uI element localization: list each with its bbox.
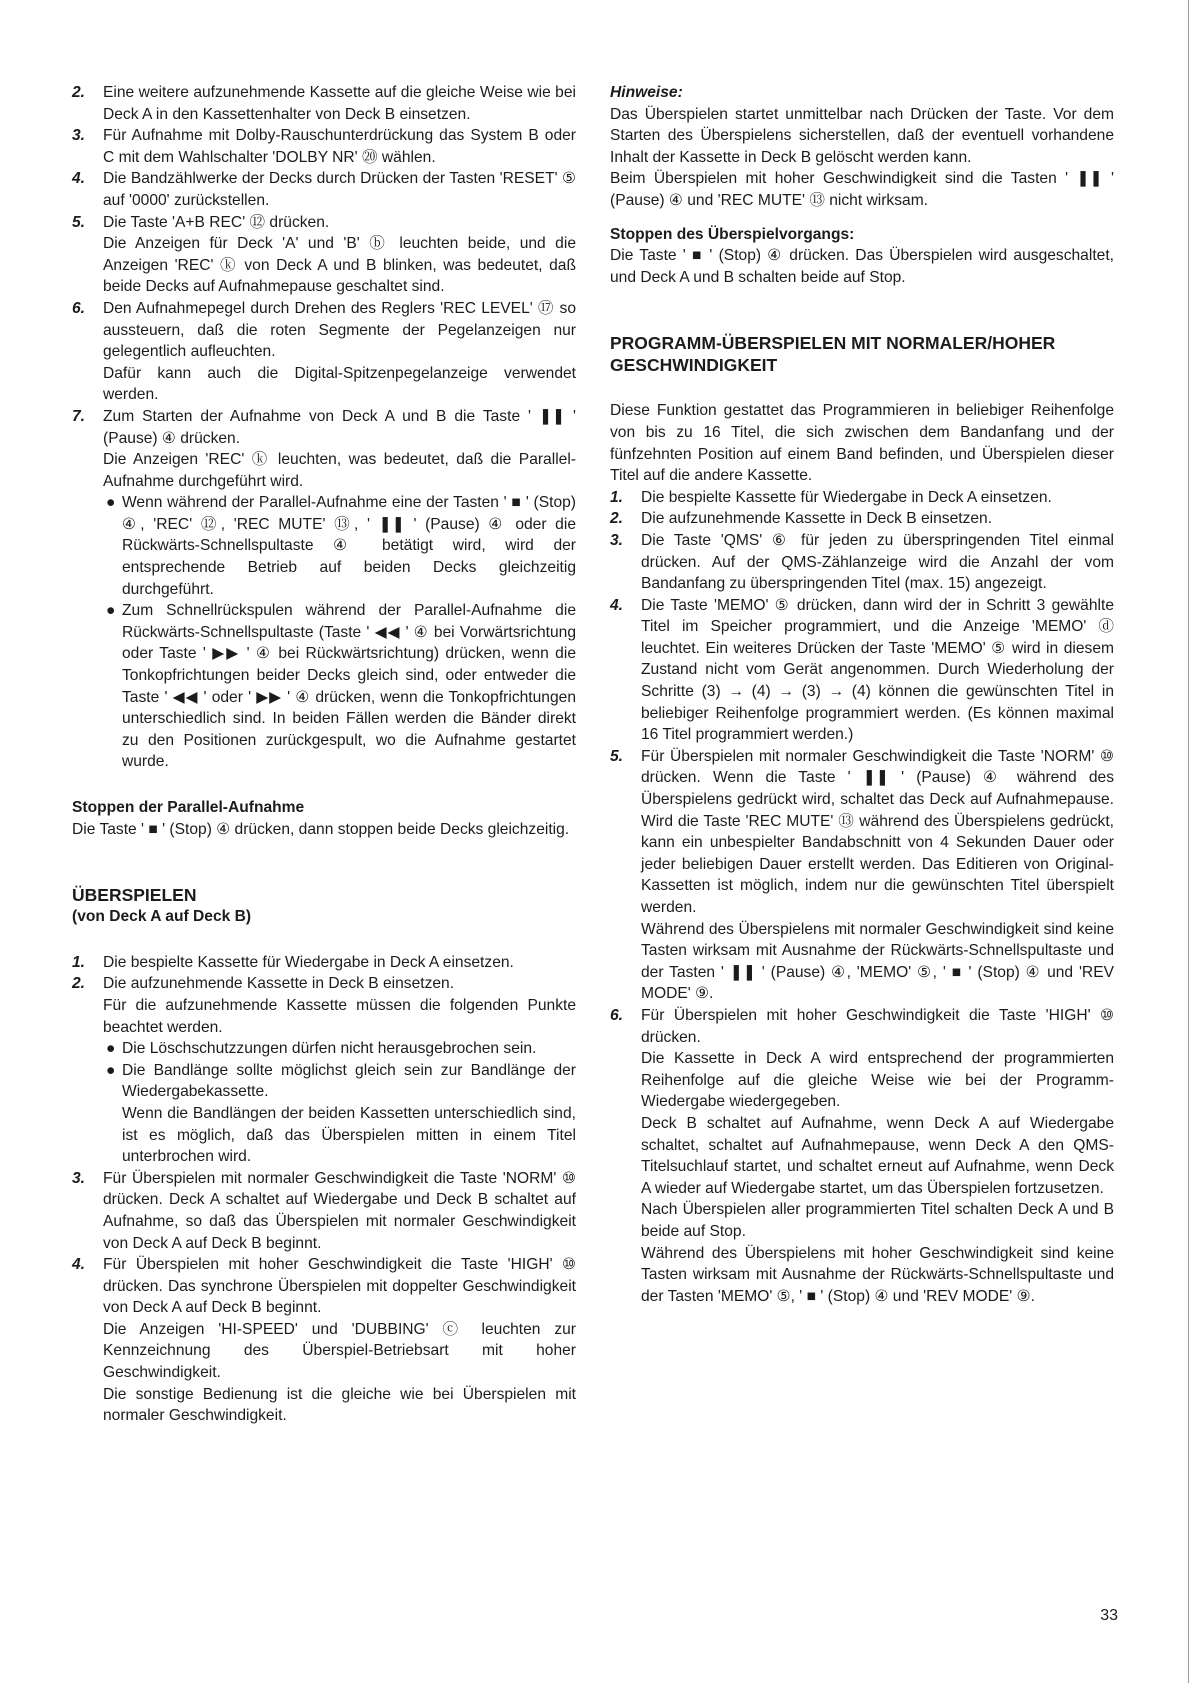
list-item: 6. Den Aufnahmepegel durch Drehen des Reglers 'REC LEVEL' ⑰ so aussteuern, daß die roten Segmente der Pegelanzeigen nur gelegentlich aufleuchten. Dafür kann auch die Digital-Spitzenpegelanzeige verwendet werden. bbox=[72, 299, 576, 404]
list-item: 4. Die Bandzählwerke der Decks durch Drücken der Tasten 'RESET' ⑤ auf '0000' zurückstellen. bbox=[72, 170, 576, 209]
page-number: 33 bbox=[1100, 1607, 1118, 1624]
bullet-list bbox=[103, 1038, 576, 1168]
program-dubbing-steps bbox=[610, 487, 1114, 1308]
program-dubbing-intro: Diese Funktion gestattet das Programmieren in beliebiger Reihenfolge von bis zu 16 Titel, die sich zwischen dem Bandanfang und der fünfzehnten Position auf einem Band befinden, und Überspielen dieser Titel auf die andere Kassette. bbox=[610, 402, 1114, 485]
bullet-item: ● Die Löschschutzzungen dürfen nicht herausgebrochen sein. bbox=[106, 1040, 537, 1058]
list-item: 5. Für Überspielen mit normaler Geschwindigkeit die Taste 'NORM' ⑩ drücken. Wenn die Taste ' ❚❚ ' (Pause) ④ während des Überspielens gedrückt wird, schaltet das Deck auf Aufnahmepause. Wird die Taste 'REC MUTE' ⑬ während des Überspielens gedrückt, kann ein unbespielter Bandabschnitt von 4 Sekunden Dauer oder jeder beliebigen Dauer erstellt werden. Das Editieren von Original-Kassetten ist möglich, indem nur die gewünschten Titel überspielt werden. Während des Überspielens mit normaler Geschwindigkeit sind keine Tasten wirksam mit Ausnahme der Rückwärts-Schnellspultaste und der Tasten ' ❚❚ ' (Pause) ④, 'MEMO' ⑤, ' ■ ' (Stop) ④ und 'REV MODE' ⑨. bbox=[610, 747, 1114, 1003]
program-dubbing-heading: PROGRAMM-ÜBERSPIELEN MIT NORMALER/HOHER GESCHWINDIGKEIT bbox=[610, 333, 1056, 376]
list-item: 3. Für Überspielen mit normaler Geschwindigkeit die Taste 'NORM' ⑩ drücken. Deck A schaltet auf Wiedergabe und Deck B schaltet auf Aufnahme, so daß das Überspielen mit normaler Geschwindigkeit von Deck A auf Deck B beginnt. bbox=[72, 1169, 576, 1252]
notes-text: Beim Überspielen mit hoher Geschwindigkeit sind die Tasten ' ❚❚ ' (Pause) ④ und 'REC MUTE' ⑬ nicht wirksam. bbox=[610, 170, 1114, 209]
left-column bbox=[72, 82, 576, 1427]
list-item: 3. Die Taste 'QMS' ⑥ für jeden zu überspringenden Titel einmal drücken. Auf der QMS-Zählanzeige wird die Anzahl der vom Bandanfang zu überspringenden Titel (max. 15) angezeigt. bbox=[610, 531, 1114, 593]
list-item: 4. Die Taste 'MEMO' ⑤ drücken, dann wird der in Schritt 3 gewählte Titel im Speicher programmiert, und die Anzeige 'MEMO' ⓓ leuchtet. Ein weiteres Drücken der Taste 'MEMO' ⑤ wird in diesem Zustand nicht vom Gerät angenommen. Durch Wiederholung der Schritte (3) → (4) → (3) → (4) können die gewünschten Titel in beliebiger Reihenfolge programmiert werden. (Es können maximal 16 Titel programmiert werden.) bbox=[610, 596, 1114, 744]
list-item: 6. Für Überspielen mit hoher Geschwindigkeit die Taste 'HIGH' ⑩ drücken. Die Kassette in Deck A wird entsprechend der programmierten Reihenfolge auf die gleiche Weise wie bei der Programm-Wiedergabe wiedergegeben. Deck B schaltet auf Aufnahme, wenn Deck A auf Wiedergabe schaltet, schaltet auf Aufnahmepause, wenn Deck A den QMS-Titelsuchlauf startet, und schaltet erneut auf Aufnahme, wenn Deck A wieder auf Wiedergabe startet, um das Überspielen fortzusetzen. Nach Überspielen aller programmierten Titel schalten Deck A und B beide auf Stop. Während des Überspielens mit hoher Geschwindigkeit sind keine Tasten wirksam mit Ausnahme der Rückwärts-Schnellspultaste und der Tasten 'MEMO' ⑤, ' ■ ' (Stop) ④ und 'REV MODE' ⑨. bbox=[610, 1006, 1114, 1305]
list-item: 4. Für Überspielen mit hoher Geschwindigkeit die Taste 'HIGH' ⑩ drücken. Das synchrone Überspielen mit doppelter Geschwindigkeit von Deck A auf Deck B beginnt. Die Anzeigen 'HI-SPEED' und 'DUBBING' ⓒ leuchten zur Kennzeichnung des Überspiel-Betriebsart mit hoher Geschwindigkeit. Die sonstige Bedienung ist die gleiche wie bei Überspielen mit normaler Geschwindigkeit. bbox=[72, 1256, 576, 1425]
stop-dubbing-heading: Stoppen des Überspielvorgangs: bbox=[610, 225, 855, 243]
list-item: 2. Eine weitere aufzunehmende Kassette auf die gleiche Weise wie bei Deck A in den Kassettenhalter von Deck B einsetzen. bbox=[72, 84, 576, 123]
scan-edge-line bbox=[1188, 0, 1189, 1683]
right-column bbox=[610, 82, 1114, 1307]
bullet-item: ● Zum Schnellrückspulen während der Parallel-Aufnahme die Rückwärts-Schnellspultaste (Taste ' ◀◀ ' ④ bei Vorwärtsrichtung oder Taste ' ▶▶ ' ④ bei Rückwärtsrichtung) drücken, wenn die Tonkopfrichtungen beider Decks gleich sind, oder entweder die Taste ' ◀◀ ' oder ' ▶▶ ' ④ drücken, wenn die Tonkopfrichtungen unterschiedlich sind. In beiden Fällen werden die Bänder direkt zu den Positionen zurückgespult, wo die Aufnahme gestartet wurde. bbox=[106, 602, 576, 771]
list-item: 3. Für Aufnahme mit Dolby-Rauschunterdrückung das System B oder C mit dem Wahlschalter 'DOLBY NR' ⑳ wählen. bbox=[72, 127, 576, 166]
list-item: 1. Die bespielte Kassette für Wiedergabe in Deck A einsetzen. bbox=[72, 953, 514, 971]
list-item: 2. Die aufzunehmende Kassette in Deck B einsetzen. bbox=[610, 510, 993, 528]
parallel-recording-steps bbox=[72, 82, 576, 773]
bullet-list bbox=[103, 492, 576, 773]
notes-text: Das Überspielen startet unmittelbar nach Drücken der Taste. Vor dem Starten des Überspielens sicherstellen, daß der eventuell vorhandene Inhalt der Kassette in Deck B gelöscht werden kann. bbox=[610, 105, 1114, 166]
stop-parallel-text: Die Taste ' ■ ' (Stop) ④ drücken, dann stoppen beide Decks gleichzeitig. bbox=[72, 820, 570, 838]
list-item: 2. Die aufzunehmende Kassette in Deck B einsetzen. Für die aufzunehmende Kassette müssen die folgenden Punkte beachtet werden. ● Die Löschschutzzungen dürfen nicht herausgebrochen sein. ● Die Bandlänge sollte möglichst gleich sein zur Bandlänge der Wiedergabekassette. Wenn die Bandlängen der beiden Kassetten unterschiedlich sind, ist es möglich, daß das Überspielen mitten in einem Titel unterbrochen wird. bbox=[72, 973, 576, 1167]
bullet-item: ● Die Bandlänge sollte möglichst gleich sein zur Bandlänge der Wiedergabekassette. Wenn die Bandlängen der beiden Kassetten unterschiedlich sind, ist es möglich, daß das Überspielen mitten in einem Titel unterbrochen wird. bbox=[106, 1061, 576, 1166]
stop-parallel-heading: Stoppen der Parallel-Aufnahme bbox=[72, 799, 305, 816]
stop-dubbing-text: Die Taste ' ■ ' (Stop) ④ drücken. Das Überspielen wird ausgeschaltet, und Deck A und B schalten beide auf Stop. bbox=[610, 247, 1114, 286]
dubbing-subheading: (von Deck A auf Deck B) bbox=[72, 908, 252, 926]
list-item: 7. Zum Starten der Aufnahme von Deck A und B die Taste ' ❚❚ ' (Pause) ④ drücken. Die Anzeigen 'REC' ⓚ leuchten, was bedeutet, daß die Parallel-Aufnahme durchgeführt wird. ● Wenn während der Parallel-Aufnahme eine der Tasten ' ■ ' (Stop) ④, 'REC' ⑫, 'REC MUTE' ⑬, ' ❚❚ ' (Pause) ④ oder die Rückwärts-Schnellspultaste ④ betätigt wird, wird der entsprechende Betrieb auf beiden Decks gleichzeitig durchgeführt. ● Zum Schnellrückspulen während der Parallel-Aufnahme die Rückwärts-Schnellspultaste (Taste ' ◀◀ ' ④ bei Vorwärtsrichtung oder Taste ' ▶▶ ' ④ bei Rückwärtsrichtung) drücken, wenn die Tonkopfrichtungen beider Decks gleich sind, oder entweder die Taste ' ◀◀ ' oder ' ▶▶ ' ④ drücken, wenn die Tonkopfrichtungen unterschiedlich sind. In beiden Fällen werden die Bänder direkt zu den Positionen zurückgespult, wo die Aufnahme gestartet wurde. bbox=[72, 406, 576, 773]
bullet-item: ● Wenn während der Parallel-Aufnahme eine der Tasten ' ■ ' (Stop) ④, 'REC' ⑫, 'REC MUTE' ⑬, ' ❚❚ ' (Pause) ④ oder die Rückwärts-Schnellspultaste ④ betätigt wird, wird der entsprechende Betrieb auf beiden Decks gleichzeitig durchgeführt. bbox=[106, 494, 576, 598]
dubbing-heading: ÜBERSPIELEN bbox=[72, 885, 197, 906]
notes-heading: Hinweise: bbox=[610, 84, 683, 101]
dubbing-steps bbox=[72, 952, 576, 1427]
list-item: 5. Die Taste 'A+B REC' ⑫ drücken. Die Anzeigen für Deck 'A' und 'B' ⓑ leuchten beide, und die Anzeigen 'REC' ⓚ von Deck A und B blinken, was bedeutet, daß beide Decks auf Aufnahmepause geschaltet sind. bbox=[72, 213, 576, 296]
list-item: 1. Die bespielte Kassette für Wiedergabe in Deck A einsetzen. bbox=[610, 488, 1052, 506]
